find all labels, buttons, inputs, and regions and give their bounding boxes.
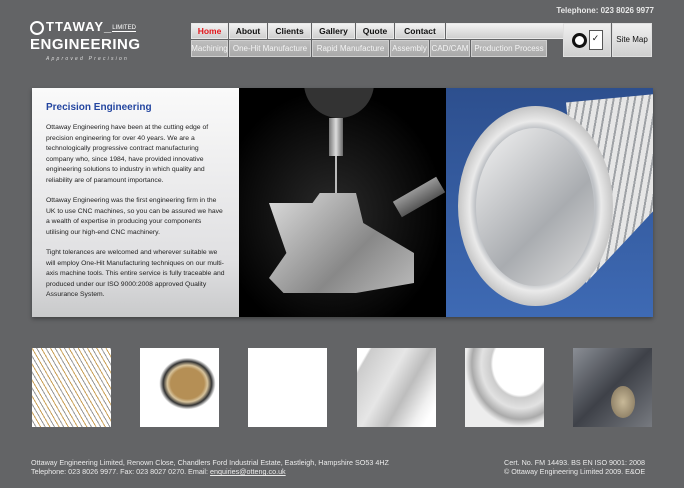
thumbnail-lattice[interactable] bbox=[32, 348, 111, 427]
gallery-thumbnails bbox=[32, 348, 652, 428]
intro-paragraph-2: Ottaway Engineering was the first engineering firm in the UK to use CNC machines, so you can be assured we have a wealth of expertise in producing your components utilising our high-end CNC machinery. bbox=[46, 197, 223, 236]
primary-nav bbox=[191, 23, 567, 40]
subnav-production-process[interactable]: Production Process bbox=[471, 40, 547, 57]
footer-address-block bbox=[31, 458, 389, 476]
probe-head-shape bbox=[304, 88, 374, 118]
secondary-nav bbox=[191, 40, 567, 57]
main-navigation bbox=[191, 23, 567, 57]
thumbnail-flange[interactable] bbox=[140, 348, 219, 427]
thumbnail-heatsink[interactable] bbox=[248, 348, 327, 427]
hero-panel bbox=[32, 88, 653, 317]
footer-contact bbox=[31, 467, 389, 476]
site-map-button[interactable]: Site Map bbox=[612, 23, 652, 57]
nav-quote[interactable]: Quote bbox=[356, 23, 394, 39]
nav-about[interactable]: About bbox=[229, 23, 267, 39]
logo-line1: TTAWAY_LIMITED bbox=[46, 19, 136, 34]
ukas-check-icon: ✓ bbox=[589, 30, 603, 50]
intro-paragraph-1: Ottaway Engineering have been at the cutting edge of precision engineering for over 40 years. We are a technologically progressive contract manufacturing company who, since 1984, have provided innovative engineering solutions to industry in which quality and reliability are of paramount importance. bbox=[46, 124, 209, 184]
housing-bore-shape bbox=[476, 128, 594, 286]
certification-badges bbox=[563, 23, 611, 57]
stylus-shape bbox=[335, 156, 337, 196]
thumbnail-ring[interactable] bbox=[465, 348, 544, 427]
footer-email-link[interactable]: enquiries@otteng.co.uk bbox=[210, 467, 286, 476]
probe-shape bbox=[329, 118, 343, 156]
bsi-seal-icon bbox=[572, 33, 587, 48]
cmm-inspection-image bbox=[239, 88, 446, 317]
intro-title: Precision Engineering bbox=[46, 102, 152, 113]
footer-cert: Cert. No. FM 14493. BS EN ISO 9001: 2008 bbox=[504, 458, 646, 467]
subnav-machining[interactable]: Machining bbox=[191, 40, 228, 57]
footer-copyright: © Ottaway Engineering Limited 2009. E&OE bbox=[504, 467, 646, 476]
logo-tagline: Approved Precision bbox=[46, 56, 129, 62]
logo-line2: ENGINEERING bbox=[30, 36, 141, 53]
subnav-cad-cam[interactable]: CAD/CAM bbox=[430, 40, 470, 57]
nav-home[interactable]: Home bbox=[191, 23, 228, 39]
footer-address: Ottaway Engineering Limited, Renown Close, Chandlers Ford Industrial Estate, Eastleigh, Hampshire SO53 4HZ bbox=[31, 458, 389, 467]
footer-phone-fax: Telephone: 023 8026 9977. Fax: 023 8027 0270. Email: bbox=[31, 467, 211, 476]
header-telephone: Telephone: 023 8026 9977 bbox=[556, 6, 654, 15]
nav-gallery[interactable]: Gallery bbox=[312, 23, 355, 39]
nav-contact[interactable]: Contact bbox=[395, 23, 445, 39]
logo[interactable] bbox=[30, 20, 170, 62]
thumbnail-plate[interactable] bbox=[357, 348, 436, 427]
nav-clients[interactable]: Clients bbox=[268, 23, 311, 39]
subnav-rapid-manufacture[interactable]: Rapid Manufacture bbox=[312, 40, 389, 57]
nav-blank bbox=[446, 23, 566, 39]
intro-text-block bbox=[32, 88, 239, 317]
machined-housing-image bbox=[446, 88, 653, 317]
footer-cert-block bbox=[504, 458, 645, 476]
machined-part-shape bbox=[269, 193, 414, 293]
subnav-assembly[interactable]: Assembly bbox=[390, 40, 429, 57]
thumbnail-bracket[interactable] bbox=[573, 348, 652, 427]
probe-arm-shape bbox=[393, 177, 445, 218]
subnav-one-hit-manufacture[interactable]: One-Hit Manufacture bbox=[229, 40, 311, 57]
intro-paragraph-3: Tight tolerances are welcomed and wherever suitable we will employ One-Hit Manufacturing techniques on our multi-axis machine tools. This entire service is fully traceable and produced under our ISO 9000:2008 approved Quality Assurance System. bbox=[46, 249, 225, 298]
